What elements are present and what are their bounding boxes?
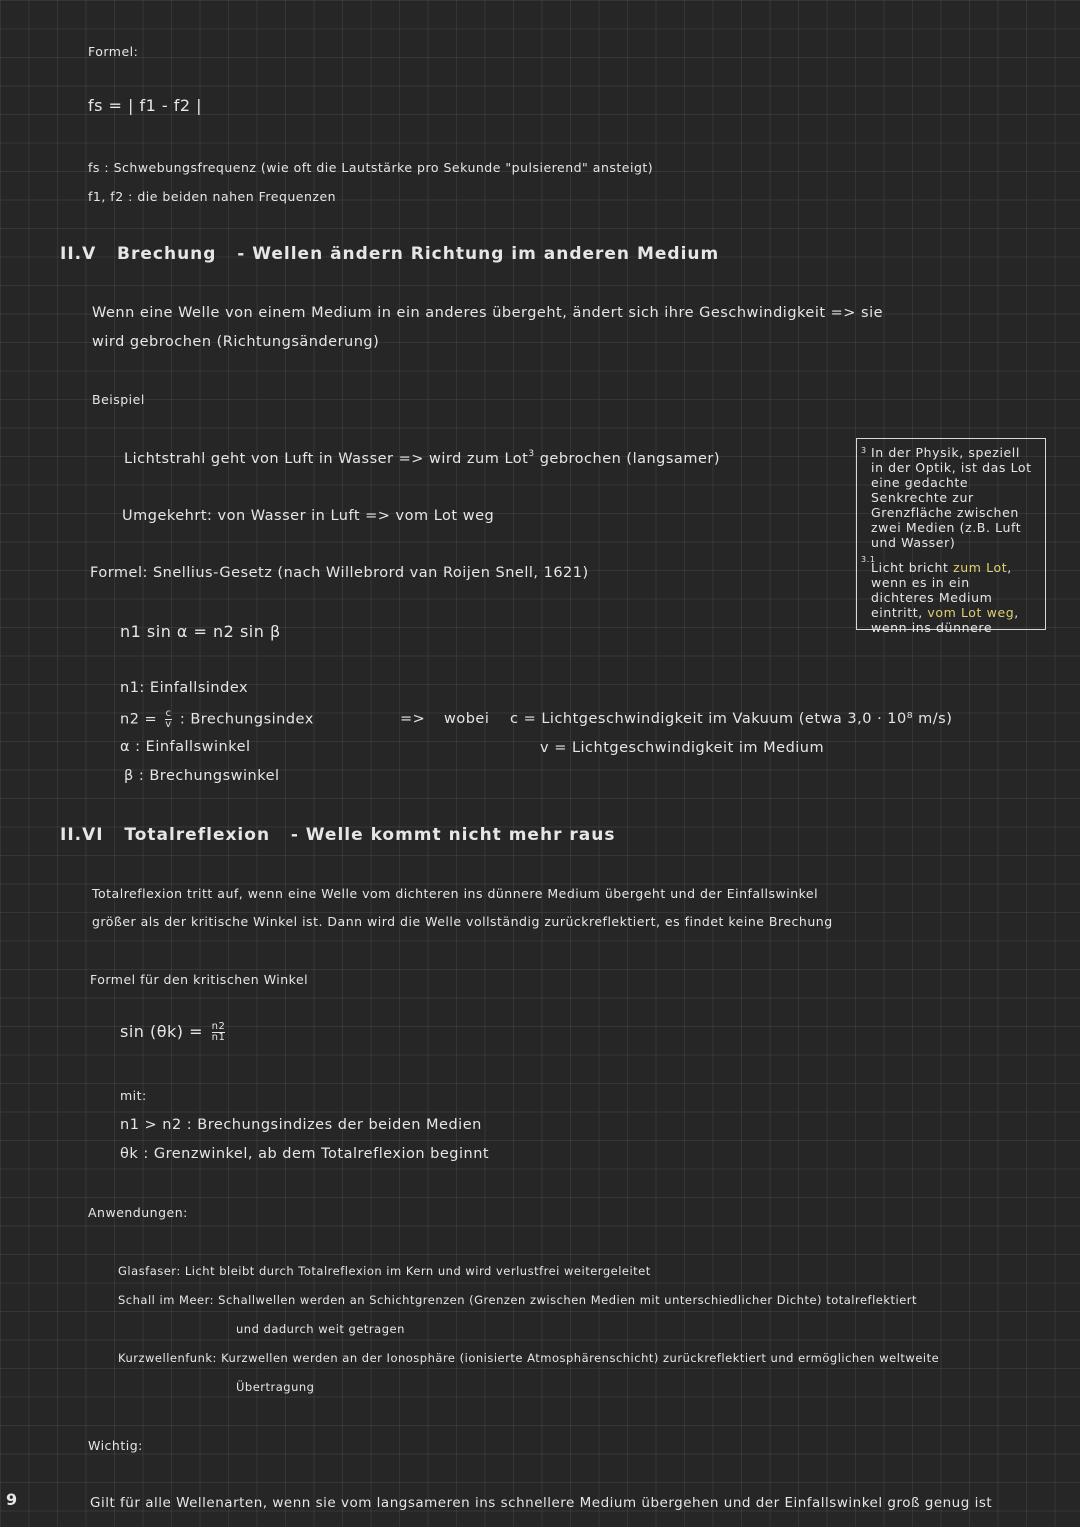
section-total-heading (60, 825, 615, 845)
with-label: mit: (120, 1088, 147, 1103)
beat-frequency-formula: fs = | f1 - f2 | (88, 96, 203, 115)
critical-formula-label: Formel für den kritischen Winkel (90, 972, 309, 987)
section-subtitle: - Wellen ändern Richtung im anderen Medium (237, 244, 720, 264)
total-intro-1: Totalreflexion tritt auf, wenn eine Welle vom dichteren ins dünnere Medium übergeht und der Einfallswinkel (92, 886, 819, 901)
section-title: Totalreflexion (124, 825, 271, 845)
fraction-numerator: n2 (211, 1021, 226, 1032)
example-1-text: Lichtstrahl geht von Luft in Wasser => wird zum Lot (124, 451, 529, 467)
legend-v: v = Lichtgeschwindigkeit im Medium (540, 740, 825, 756)
legend-f12-text: : die beiden nahen Frequenzen (128, 189, 337, 204)
applications-label: Anwendungen: (88, 1205, 188, 1220)
legend-fs (88, 160, 653, 175)
note-mark-2: 3.1 (861, 555, 876, 564)
c-over-v-fraction (165, 709, 171, 730)
note-text-2-mid: , wenn es in ein dichteres Medium eintritt, (871, 560, 1012, 620)
important-label: Wichtig: (88, 1438, 143, 1453)
snell-formula: n1 sin α = n2 sin β (120, 622, 281, 641)
legend-alpha: α : Einfallswinkel (120, 739, 251, 755)
note-text-1: In der Physik, speziell in der Optik, ist das Lot eine gedachte Senkrechte zur Grenzfläche zwischen zwei Medien (z.B. Luft und Wasser) (871, 445, 1032, 550)
legend-wobei: wobei (444, 711, 490, 727)
fraction-numerator: c (165, 708, 172, 719)
snell-formula-label: Formel: Snellius-Gesetz (nach Willebrord van Roijen Snell, 1621) (90, 565, 589, 581)
example-label: Beispiel (92, 392, 145, 407)
total-intro-2: größer als der kritische Winkel ist. Dann wird die Welle vollständig zurückreflektiert, es findet keine Brechung (92, 914, 833, 929)
application-2-line-2: und dadurch weit getragen (236, 1322, 405, 1336)
section-number: II.VI (60, 825, 104, 845)
note-highlight-1: zum Lot (953, 560, 1008, 575)
example-2: Umgekehrt: von Wasser in Luft => vom Lot weg (122, 508, 495, 524)
legend-f12-symbol: f1, f2 (88, 189, 124, 204)
application-3-line-2: Übertragung (236, 1380, 315, 1394)
note-text-2-post: , wenn ins dünnere (871, 605, 1019, 635)
application-2-line-1: Schall im Meer: Schallwellen werden an Schichtgrenzen (Grenzen zwischen Medien mit unterschiedlicher Dichte) totalreflektiert (118, 1293, 918, 1307)
fraction-denominator: v (165, 719, 172, 730)
legend-fs-symbol: fs (88, 160, 100, 175)
fraction-denominator: n1 (211, 1032, 226, 1043)
note-box (856, 438, 1046, 635)
section-title: Brechung (117, 244, 217, 264)
section-number: II.V (60, 244, 97, 264)
legend-n2-symbol: n2 = (120, 711, 158, 728)
intro-line-1: Wenn eine Welle von einem Medium in ein anderes übergeht, ändert sich ihre Geschwindigkeit => sie (92, 305, 884, 321)
legend-c: c = Lichtgeschwindigkeit im Vakuum (etwa 3,0 · 10⁸ m/s) (510, 711, 953, 727)
legend-beta: β : Brechungswinkel (124, 768, 280, 784)
application-1: Glasfaser: Licht bleibt durch Totalreflexion im Kern und wird verlustfrei weitergeleitet (118, 1264, 651, 1278)
page-number: 9 (6, 1490, 18, 1509)
example-1 (124, 449, 720, 467)
legend-n-indices: n1 > n2 : Brechungsindizes der beiden Medien (120, 1117, 482, 1133)
legend-arrow: => (400, 711, 426, 727)
legend-fs-text: : Schwebungsfrequenz (wie oft die Lautstärke pro Sekunde "pulsierend" ansteigt) (104, 160, 654, 175)
formula-lhs: sin (θk) = (120, 1022, 204, 1041)
important-text: Gilt für alle Wellenarten, wenn sie vom langsameren ins schnellere Medium übergehen und der Einfallswinkel groß genug ist (90, 1495, 993, 1511)
legend-n1: n1: Einfallsindex (120, 680, 249, 696)
note-text-2-pre: Licht bricht (871, 560, 954, 575)
legend-f12 (88, 189, 336, 204)
example-1-tail: gebrochen (langsamer) (539, 451, 720, 467)
legend-n2-text: : Brechungsindex (179, 711, 314, 728)
section-subtitle: - Welle kommt nicht mehr raus (290, 825, 616, 845)
note-text-2 (861, 555, 1037, 635)
formula-label: Formel: (88, 44, 139, 59)
note-highlight-2: vom Lot weg (927, 605, 1015, 620)
note-mark-1: 3 (861, 446, 867, 455)
intro-line-2: wird gebrochen (Richtungsänderung) (92, 334, 380, 350)
n2-over-n1-fraction (212, 1022, 226, 1043)
legend-n2 (120, 709, 314, 730)
legend-theta: θk : Grenzwinkel, ab dem Totalreflexion beginnt (120, 1146, 490, 1162)
footnote-mark: 3 (528, 449, 535, 459)
application-3-line-1: Kurzwellenfunk: Kurzwellen werden an der Ionosphäre (ionisierte Atmosphärenschicht) zurückreflektiert und ermöglichen weltweite (118, 1351, 940, 1365)
critical-angle-formula (120, 1022, 228, 1043)
section-brechung-heading (60, 244, 719, 264)
